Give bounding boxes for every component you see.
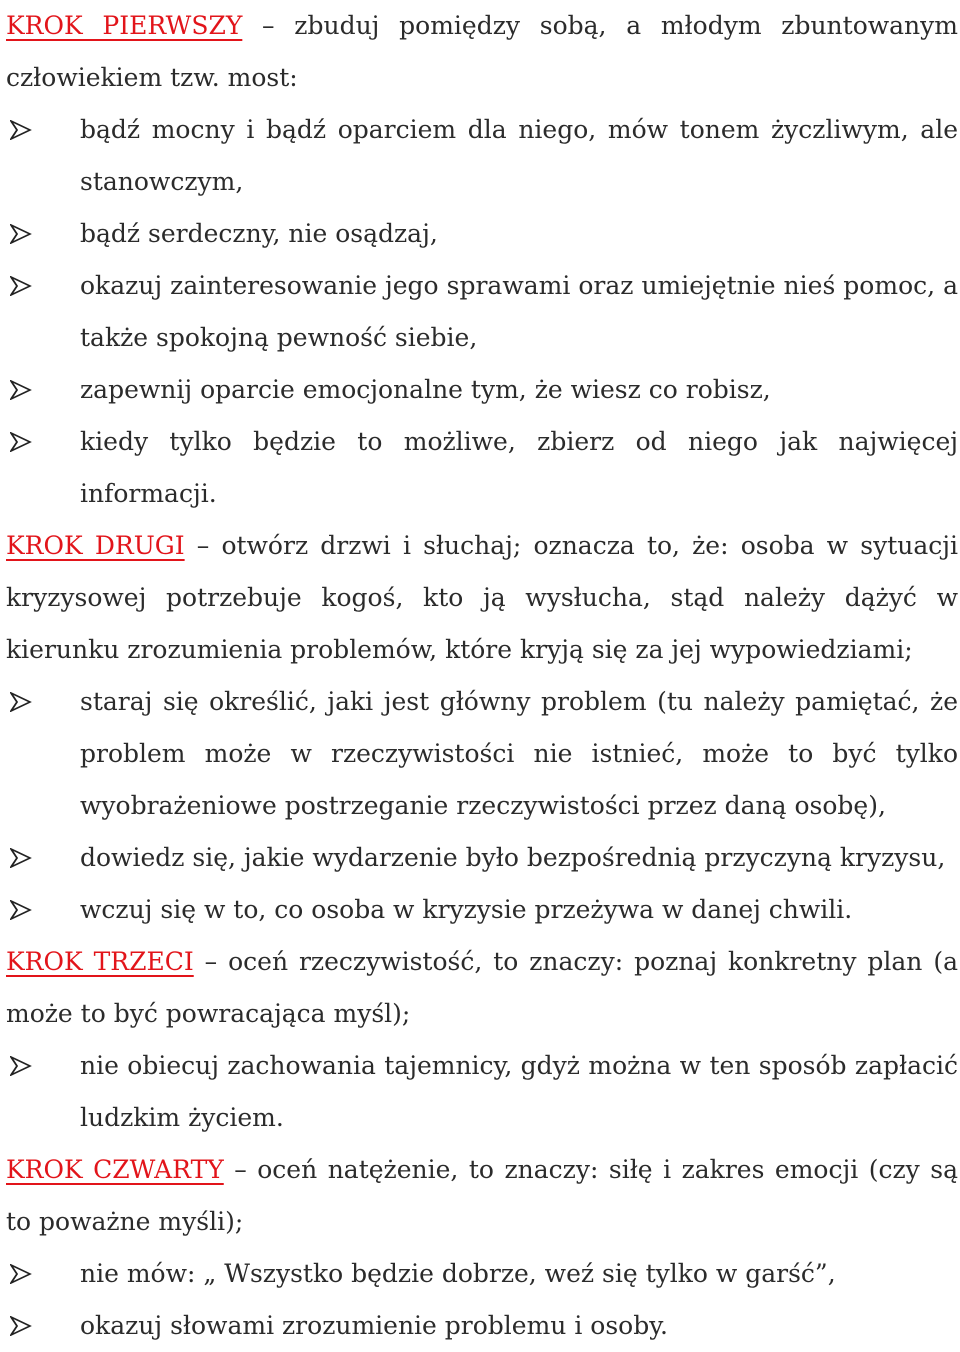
- list-item-text: nie mów: „ Wszystko będzie dobrze, weź się tylko w garść”,: [80, 1259, 836, 1288]
- step-paragraph: [0, 936, 960, 1040]
- list-item: [0, 208, 960, 260]
- list-item: [0, 416, 960, 520]
- arrowhead-bullet-icon: [10, 276, 32, 296]
- bullet-list: [0, 104, 960, 520]
- list-item-text: kiedy tylko będzie to możliwe, zbierz od niego jak najwięcej informacji.: [80, 427, 958, 508]
- arrowhead-bullet-icon: [10, 900, 32, 920]
- step-paragraph: [0, 0, 960, 104]
- step-title: KROK CZWARTY: [6, 1155, 224, 1184]
- list-item-text: okazuj zainteresowanie jego sprawami oraz umiejętnie nieś pomoc, a także spokojną pewność siebie,: [80, 271, 958, 352]
- arrowhead-bullet-icon: [10, 692, 32, 712]
- arrowhead-bullet-icon: [10, 432, 32, 452]
- list-item: [0, 1040, 960, 1144]
- step-intro: – otwórz drzwi i słuchaj; oznacza to, że: osoba w sytuacji kryzysowej potrzebuje kogoś, kto ją wysłucha, stąd należy dążyć w kierunku zrozumienia problemów, które kryją się za jej wypowiedziami;: [6, 531, 958, 664]
- step-paragraph: [0, 1144, 960, 1248]
- step-intro: – oceń natężenie, to znaczy: siłę i zakres emocji (czy są to poważne myśli);: [6, 1155, 958, 1236]
- list-item: [0, 832, 960, 884]
- step-intro: – zbuduj pomiędzy sobą, a młodym zbuntowanym człowiekiem tzw. most:: [6, 11, 958, 92]
- arrowhead-bullet-icon: [10, 224, 32, 244]
- bullet-list: [0, 676, 960, 936]
- list-item: [0, 1300, 960, 1352]
- list-item: [0, 1248, 960, 1300]
- list-item-text: staraj się określić, jaki jest główny problem (tu należy pamiętać, że problem może w rzeczywistości nie istnieć, może to być tylko wyobrażeniowe postrzeganie rzeczywistości przez daną osobę),: [80, 687, 958, 820]
- list-item-text: bądź serdeczny, nie osądzaj,: [80, 219, 438, 248]
- bullet-list: [0, 1248, 960, 1352]
- arrowhead-bullet-icon: [10, 1316, 32, 1336]
- arrowhead-bullet-icon: [10, 848, 32, 868]
- list-item-text: bądź mocny i bądź oparciem dla niego, mów tonem życzliwym, ale stanowczym,: [80, 115, 958, 196]
- list-item: [0, 104, 960, 208]
- arrowhead-bullet-icon: [10, 1264, 32, 1284]
- list-item-text: dowiedz się, jakie wydarzenie było bezpośrednią przyczyną kryzysu,: [80, 843, 946, 872]
- bullet-list: [0, 1040, 960, 1144]
- list-item-text: zapewnij oparcie emocjonalne tym, że wiesz co robisz,: [80, 375, 771, 404]
- list-item: [0, 884, 960, 936]
- step-title: KROK TRZECI: [6, 947, 194, 976]
- arrowhead-bullet-icon: [10, 120, 32, 140]
- step-title: KROK DRUGI: [6, 531, 185, 560]
- arrowhead-bullet-icon: [10, 380, 32, 400]
- list-item: [0, 676, 960, 832]
- list-item: [0, 260, 960, 364]
- step-title: KROK PIERWSZY: [6, 11, 243, 40]
- list-item-text: okazuj słowami zrozumienie problemu i osoby.: [80, 1311, 668, 1340]
- arrowhead-bullet-icon: [10, 1056, 32, 1076]
- list-item-text: wczuj się w to, co osoba w kryzysie przeżywa w danej chwili.: [80, 895, 853, 924]
- step-intro: – oceń rzeczywistość, to znaczy: poznaj konkretny plan (a może to być powracająca myśl);: [6, 947, 958, 1028]
- step-paragraph: [0, 520, 960, 676]
- list-item-text: nie obiecuj zachowania tajemnicy, gdyż można w ten sposób zapłacić ludzkim życiem.: [80, 1051, 958, 1132]
- list-item: [0, 364, 960, 416]
